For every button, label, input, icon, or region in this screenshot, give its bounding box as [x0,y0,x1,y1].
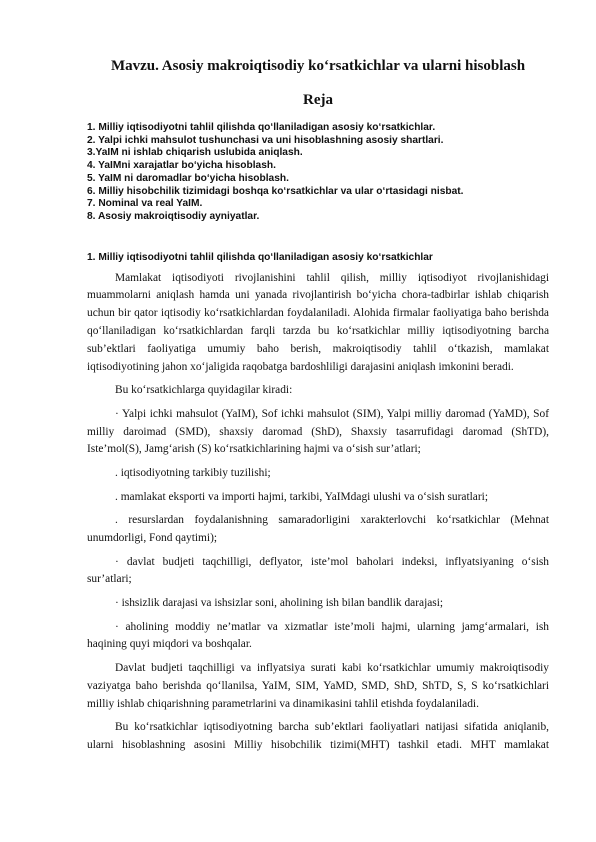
body-paragraph: Bu ko‘rsatkichlar iqtisodiyotning barcha sub’ektlari faoliyatlari natijasi sifatida aniqlanib, ularni hisoblashning asosini Milliy hisobchilik tizimi(MHT) tashkil etadi. MHT mamlakat [87,721,549,751]
plan-list [87,122,549,224]
body-paragraph: . iqtisodiyotning tarkibiy tuzilishi; [115,466,271,479]
body-paragraph: Mamlakat iqtisodiyoti rivojlanishini tahlil qilish, milliy iqtisodiyot rivojlanishidagi muammolarni aniqlash hamda uni yanada rivojlantirish bo‘yicha chora-tadbirlar ishlab chiqarish uchun bir qator iqtisodiy ko‘rsatkichlardan foydalaniladi. Alohida firmalar faoliyatiga baho berishda qo‘llaniladigan ko‘rsatkichlardan farqli tarzda bu ko‘rsatkichlar milliy iqtisodiyotning barcha sub’ektlari faoliyatiga umumiy baho berish, makroiqtisodiy tahlil o‘tkazish, mamlakat iqtisodiyotining jahon xo‘jaligida raqobatga bardoshliligi darajasini aniqlash imkonini beradi. [87,271,549,373]
body-paragraph: · davlat budjeti taqchilligi, deflyator, iste’mol baholari indeksi, inflyatsiyaning o‘sish sur’atlari; [87,555,549,586]
plan-item: 7. Nominal va real YaIM. [87,198,203,210]
plan-item: 6. Milliy hisobchilik tizimidagi boshqa ko‘rsatkichlar va ular o‘rtasidagi nisbat. [87,185,464,197]
plan-item: 3.YaIM ni ishlab chiqarish uslubida aniqlash. [87,147,303,159]
plan-item: 2. Yalpi ichki mahsulot tushunchasi va uni hisoblashning asosiy shartlari. [87,134,444,146]
body-paragraph: · ishsizlik darajasi va ishsizlar soni, aholining ish bilan bandlik darajasi; [115,596,444,609]
body-paragraph: · aholining moddiy ne’matlar va xizmatlar iste’moli hajmi, ularning jamg‘armalari, ish haqining quyi miqdori va boshqalar. [87,620,549,651]
body-paragraph: . resurslardan foydalanishning samaradorligini xarakterlovchi ko‘rsatkichlar (Mehnat unumdorligi, Fond qaytimi); [87,514,549,544]
body-paragraph: · Yalpi ichki mahsulot (YaIM), Sof ichki mahsulot (SIM), Yalpi milliy daromad (YaMD), Sof milliy daroimad (SMD), shaxsiy daromad (ShD), Shaxsiy tasarrufidagi daromad (ShTD), Iste’mol(S), Jamg‘arish (S) ko‘rsatkichlarining hajmi va o‘sish sur’atlari; [87,407,549,456]
plan-item: 8. Asosiy makroiqtisodiy ayniyatlar. [87,210,260,222]
plan-heading: Reja [303,92,333,108]
section-title: 1. Milliy iqtisodiyotni tahlil qilishda qo‘llaniladigan asosiy ko‘rsatkichlar [87,251,433,263]
plan-item: 5. YaIM ni daromadlar bo‘yicha hisoblash. [87,172,289,184]
plan-item: 4. YaIMni xarajatlar bo‘yicha hisoblash. [87,160,276,172]
document-title: Mavzu. Asosiy makroiqtisodiy ko‘rsatkichlar va ularni hisoblash [110,58,526,74]
body-paragraph: Bu ko‘rsatkichlarga quyidagilar kiradi: [115,384,293,397]
body-paragraph: . mamlakat eksporti va importi hajmi, tarkibi, YaIMdagi ulushi va o‘sish suratlari; [115,490,488,503]
plan-item: 1. Milliy iqtisodiyotni tahlil qilishda qo‘llaniladigan asosiy ko‘rsatkichlar. [87,122,436,133]
body-paragraph: Davlat budjeti taqchilligi va inflyatsiya surati kabi ko‘rsatkichlar umumiy makroiqtisodiy vaziyatga baho berishda qo‘llanilsa, YaIM, SIM, YaMD, SMD, ShD, ShTD, S, S ko‘rsatkichlari milliy ishlab chiqarishning parametrlarini va dinamikasini tahlil etishda foydalaniladi. [87,661,549,710]
